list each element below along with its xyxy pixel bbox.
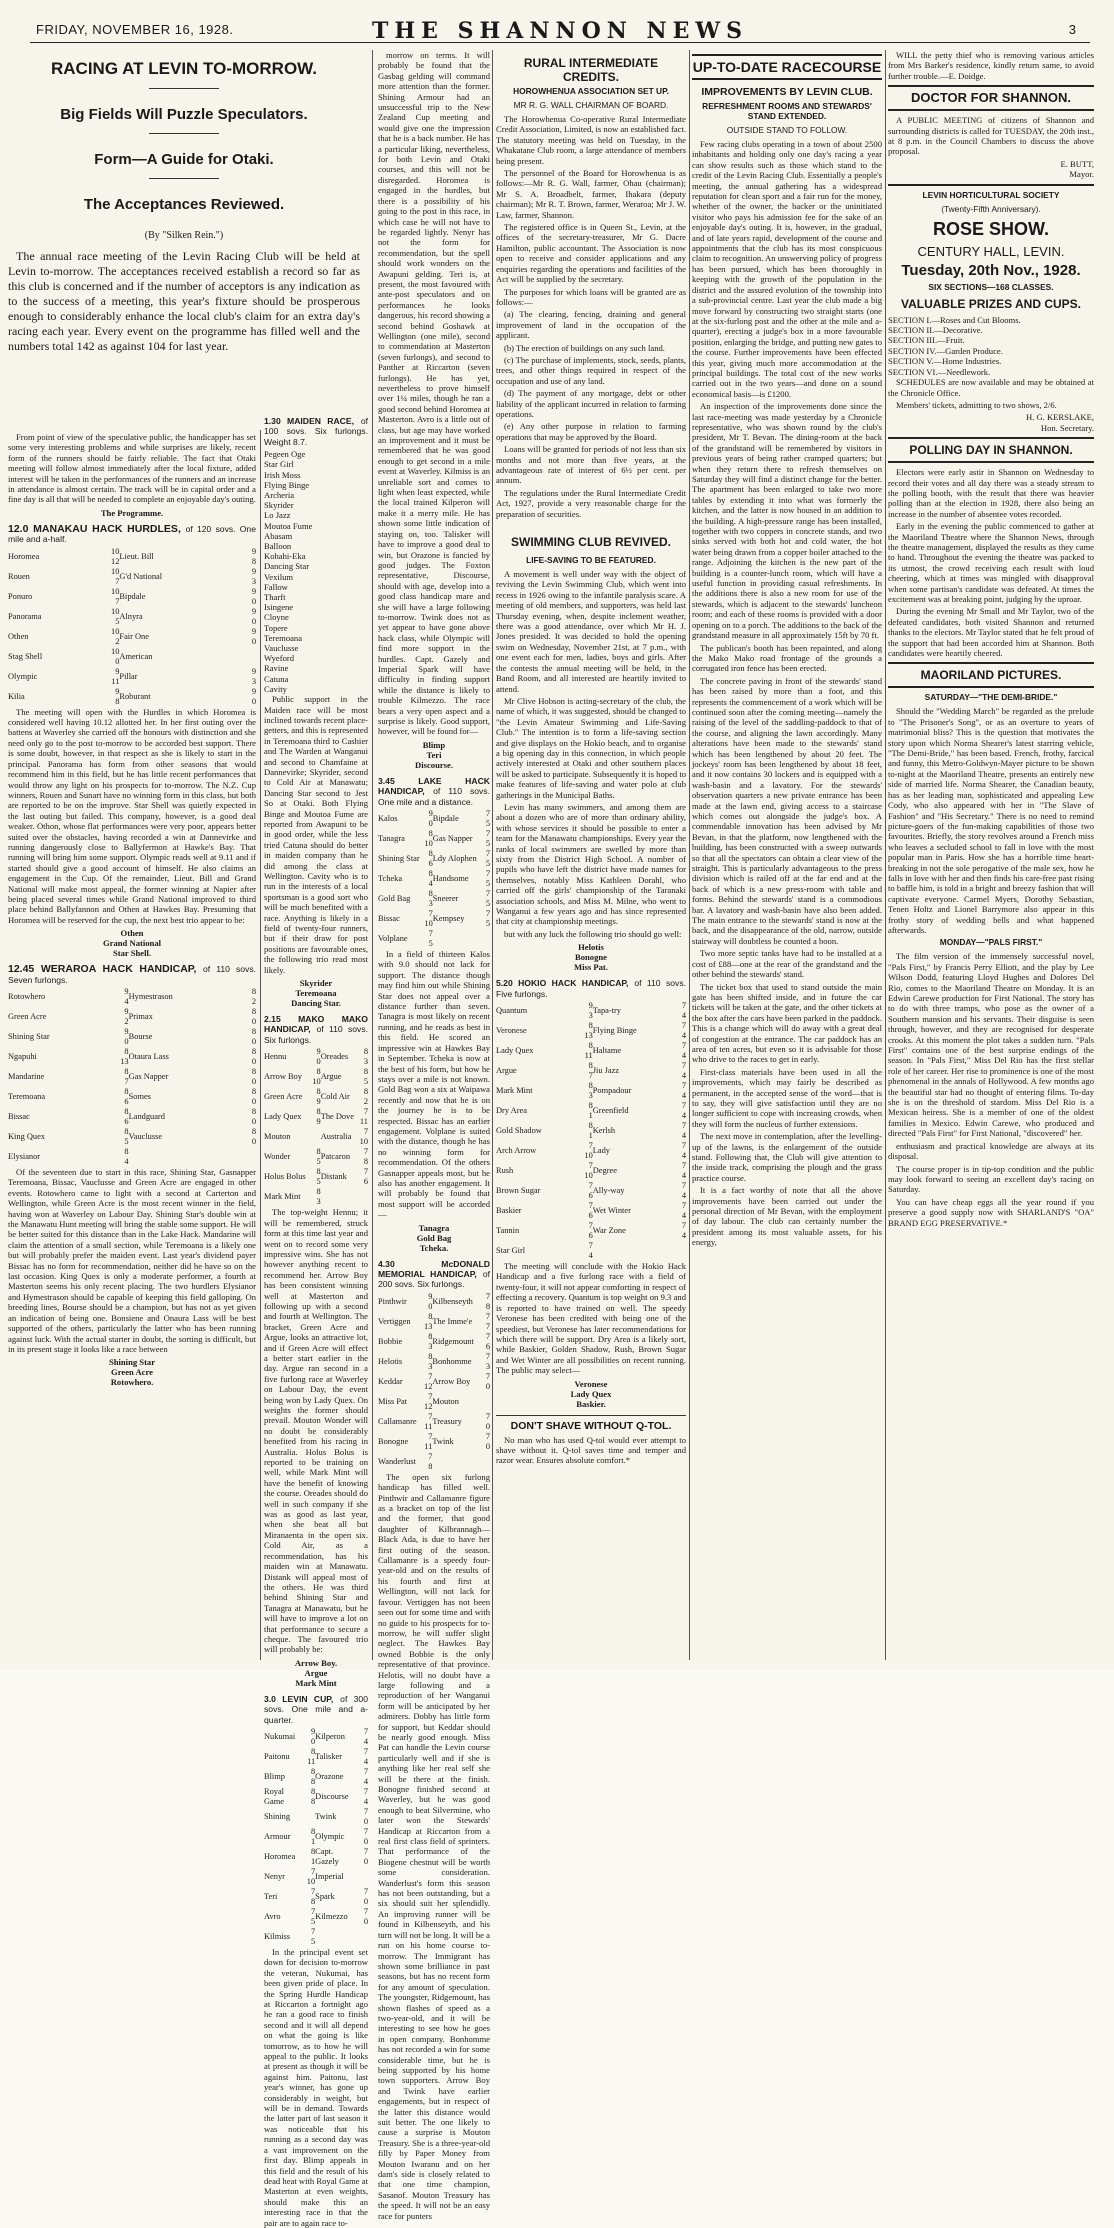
- column-rule: [260, 430, 261, 1660]
- notice-paragraph: WILL the petty thief who is removing various articles from Mrs Barker's residence, kindly return same, to avoid further trouble.—E. Doidge.: [888, 50, 1094, 81]
- runner-name: Pegeen Oge: [264, 449, 306, 460]
- runner-name: Archeria: [264, 490, 295, 501]
- runner-name: Abasam: [264, 530, 293, 541]
- byline: (By "Silken Rein."): [144, 230, 224, 241]
- runner-row: Teremoana 8 6 Somes 8 0: [8, 1087, 256, 1106]
- runner-name: Tharft: [264, 592, 286, 603]
- race-title: 12.45 WERAROA HACK HANDICAP, of 110 sovs. Seven furlongs.: [8, 963, 257, 985]
- runner-row: Stag Shell 10 0 American: [8, 646, 153, 666]
- body-paragraph: Electors were early astir in Shannon on Wednesday to record their votes and all day there was a steady stream to the polling booth, with the result that there was heavier polling than at the election in 1928, there also being an increase in the number of absentee votes recorded.: [888, 467, 1094, 519]
- race-title: 1.30 MAIDEN RACE, of 100 sovs. Six furlongs. Weight 8.7.: [264, 416, 368, 447]
- runner-row: Arch Arrow 7 10 Lady 7 4: [496, 1141, 686, 1161]
- subhead-fields: Big Fields Will Puzzle Speculators.: [60, 106, 308, 123]
- runner-row: Callamanre 7 11 Treasury 7 0: [378, 1411, 490, 1431]
- body-paragraph: A PUBLIC MEETING of citizens of Shannon and surrounding districts is called for TUESDAY, the 20th inst., at 8 p.m. in the Council Chambers to discuss the above proposal.: [888, 115, 1094, 157]
- runner-name: Skyrider: [264, 500, 294, 511]
- body-paragraph: You can have cheap eggs all the year round if you preserve a good supply now with SHARLAND'S "OA" BRAND EGG PRESERVATIVE.*: [888, 1196, 1094, 1228]
- body-paragraph: No man who has used Q-tol would ever attempt to shave without it. Q-tol saves time and temper and razor wear. Ensures absolute comfort.*: [496, 1434, 686, 1466]
- tips-list: Arrow Boy. Argue Mark Mint: [294, 1657, 338, 1688]
- runner-name: Vexilum: [264, 571, 294, 582]
- tips-list: Veronese Lady Quex Baskier.: [570, 1378, 612, 1409]
- runner-row: King Quex 8 5 Vauclusse 8 0: [8, 1127, 256, 1146]
- divider: [149, 178, 219, 179]
- sections-list: [888, 315, 1094, 377]
- runners-table: [378, 1292, 490, 1472]
- signature-title: Mayor.: [1069, 169, 1094, 180]
- runner-row: Miss Pat 7 12 Mouton: [378, 1391, 459, 1411]
- body-paragraph: morrow on terms. It will probably be found that the Gasbag gelding will command more attention than the former. Shining Armour had an unsuccessful trip to the New Zealand Cup meeting and would give one the impression that he is a back number. He has a particular liking, nevertheless, for both Levin and Otaki courses, and this will not be disregarded. Horomea is engaged in the hurdles, but there is a possibility of his going to the post in this race, in which case he will not have to be regarded lightly. Nenyr has not the form for recommendation, but the spell should work wonders on the Awapuni gelding. Teri is, at present, the most favoured with ante-post speculators and on performances he looks dangerous, his record showing a second behind Goshawk at Wellington (one mile), second to commendation at Masterton (seven furlongs), and second to Panther at Riccarton (seven furlongs). He has yet, nevertheless to prove himself over 1¼ miles, though he ran a good second behind Horomea at Masterton. Avro is a little out of class, but age may have worked an improvement and it must be remembered that he was good enough to get second in a mile event at Waverley. Kilmiss is an unreliable sort and comes to light when least expected, while the local trained Kilperon will make it a merry mile. He has shown some little indication of staying on, too. Talisker will have to improve a good deal to win, but Orazone is fancied by good judges. The Foxton representative, Discourse, should with age, develop into a good class handicap mare and she will have a large following to-morrow. Twink does not as yet appear to have gone above hack class, while Olympic will find more support in the hurdles. Capt. Gazely and Imperial Spark will have difficulty in finding support while the distance is likely to trouble Kilmezzo. The race bears a very open aspect and a surprise is likely. Good support, however, will be found for—: [378, 50, 490, 737]
- runner-row: Bissac 7 10 Kempsey 7 5: [378, 909, 490, 929]
- runner-row: Horomea 8 1 Capt. Gazely 7 0: [264, 1846, 368, 1866]
- runner-row: Kilmiss 7 5: [264, 1926, 316, 1946]
- runner-name: Dancing Star: [264, 561, 310, 572]
- runner-row: Bobbie 8 3 Ridgemount 7 6: [378, 1331, 490, 1351]
- runner-row: Olympic 9 11 Pillar 9 3: [8, 666, 256, 686]
- body-paragraph: Levin has many swimmers, and among them are about a dozen who are of more than ordinary ability, with whose services it should be possible to enter a team for the Manawatu championships. Every year the ranks of local swimmers are swelled by more than sixty from the District High School. A number of pupils who have left the district have made names for themselves, notably Miss Kathleen Dorahl, who carried off the girls' championship of the Taranaki association schools, and Miss M. Milne, who went to Wanganui a few years ago and has since represented that city at championship meetings.: [496, 801, 686, 927]
- column-rule: [689, 50, 690, 1660]
- page-number: 3: [1068, 22, 1076, 37]
- runner-row: Gold Shadow 8 1 Kerlsh 7 4: [496, 1121, 686, 1141]
- section-item: SECTION I.—Roses and Cut Blooms.: [888, 314, 1021, 325]
- runner-row: Teri 7 8 Spark 7 0: [264, 1886, 368, 1906]
- body-paragraph: Two more septic tanks have had to be installed at a cost of £88—one at the rear of the grandstand and the other behind the stewards' stand.: [692, 948, 882, 980]
- runner-row: Vertiggen 8 13 The Imme'e 7 7: [378, 1311, 490, 1331]
- headline-credits: RURAL INTERMEDIATE CREDITS.: [523, 56, 659, 84]
- body-paragraph: The ticket box that used to stand outside the main gate has been shifted inside, and in future the car tickets will be taken at the gate, and the other tickets at the box after the cars have been parked in the paddock. This is a change which will do away with a great deal of congestion at the entrance. The car paddock has an area of ten acres, but even so it is advisable for those who drive to the races to get in early.: [692, 981, 882, 1065]
- subhead-acceptances: The Acceptances Reviewed.: [83, 196, 285, 213]
- runner-name: Wyeford: [264, 653, 295, 664]
- body-paragraph: (c) The purchase of implements, stock, seeds, plants, trees, and other things required in respect of the occupation and use of any land.: [496, 354, 686, 386]
- section-label: The Programme.: [100, 507, 164, 518]
- body-paragraph: The meeting will open with the Hurdles in which Horomea is considered well having 10.12 allotted her. In her first outing over the battens at Waverley she carried off the honours with distinction and she need only go to the post to-morrow to be accorded best support. There is some doubt, however, in that respect as she is likely to start in the principal. Panorama has form from other seasons that would recommend him in this field, but he has little recent performances that would throw any light on his prospects for to-morrow. The N.Z. Cup winners, Rouen and Sunart have no winning form in this class, but both are reported to be on the improve. Star Shell was quietly expected in the last outing but failed. This company, however, is a good deal weaker. Othon, whose flat performances were very poor, appears better suited over the obstacles, having recorded a win at Dannevirke and running dangerously close to Ballyfermon at Hawke's Bay. That running will bring him some support. Olympic reads well at 9.11 and if started should give a good account of himself. He also claims an engagement in the Cup. Of the remainder, Lieut. Bill and Grand National will make most appeal, the former winning at Napier after being placed several times while Grand National improved to third place behind Ballyfannon and Othen at Hawkes Bay. Presuming that Horomea will be reserved for the cup, the next best trio appear to be:: [8, 706, 256, 925]
- race-title: 3.45 LAKE HACK HANDICAP, of 110 sovs. One mile and a distance.: [378, 775, 490, 807]
- signature-title: Hon. Secretary.: [1040, 422, 1094, 433]
- runner-name: Vauclusse: [264, 643, 299, 654]
- runner-row: Nenyr 7 10 Imperial: [264, 1866, 344, 1886]
- runner-row: Shining Star 8 6 Ldy Alophen 7 5: [378, 849, 490, 869]
- body-paragraph: The top-weight Hennu; it will be remembered, struck form at this time last year and went on to record some very impressive wins. She has not however anything recent to recommend her. Arrow Boy has been consistent winning well at Masterton and following up with a second and fourth at Wellington. The bracket, Green Acre and Argue, looks an attractive lot, and if Green Acre will effect a better start earlier in the day. Argue ran second in a five furlong race at Waverley on Labour Day, the event being won by Lady Quex. On weights the former should prevail. Mouton Wonder will no doubt be considerably benefited from his racing in Australia. Holus Bolus is reported to be training on well, while Mark Mint will have the benefit of knowing the course. Oreades should do well in such company if she was as good as last year, when she beat all but Miranaenta in the open six. Cold Air, as a recommendation, has his maiden win at Manawatu. Distank will appeal most of the others. He was third behind Shining Star and Tanagra at Manawatu, but he will have to improve a lot on that performance to secure a cheque. The favoured trio will probably be:: [264, 1207, 368, 1655]
- signature: E. BUTT,: [1060, 158, 1094, 169]
- runner-row: Arrow Boy 8 10 Argue 8 5: [264, 1067, 368, 1087]
- signature: H. G. KERSLAKE,: [1025, 412, 1094, 423]
- runner-row: Pinthwir 9 0 Kilbenseyth 7 8: [378, 1291, 490, 1311]
- divider: [149, 88, 219, 89]
- runner-row: Star Girl 7 4: [496, 1241, 593, 1261]
- headline-racing: RACING AT LEVIN TO-MORROW.: [50, 59, 317, 78]
- runner-row: Dry Area 8 1 Greenfield 7 4: [496, 1101, 686, 1121]
- runners-table: [378, 809, 490, 949]
- ad-doctor-heading: DOCTOR FOR SHANNON.: [888, 85, 1094, 111]
- subhead: LIFE-SAVING TO BE FEATURED.: [526, 555, 656, 566]
- runner-row: Ponuro 10 7 Bipdale 9 0: [8, 586, 256, 606]
- runner-row: Kalos 9 0 Bipdale 7 5: [378, 809, 490, 829]
- body-paragraph: A movement is well under way with the object of reviving the Levin Swimming Club, which went into recess in 1926 owing to the infantile paralysis scare. A meeting of old members, and supporters, was held last Thursday evening, when, despite inclement weather, there was a good attendance, over which Mr H. J. Jones presided. It was decided to hold the opening swim on Wednesday, November 21st, at 7 p.m., with one event each for men, ladies, boys and girls. After the contests the annual meeting will be held, in the Band Room, and all interested are heartily invited to attend.: [496, 569, 686, 694]
- tips-list: Shining Star Green Acre Rotowhero.: [108, 1357, 156, 1388]
- body-paragraph: The open six furlong handicap has filled well. Pinthwir and Callamanre figure as a bracket on top of the list and the former, that good daughter of Kilbrannagh—Black Ada, is due to have her first outing of the season. Callamanre is a speedy four-year-old and on the results of his fourth and first at Wellington, will not lack for favour. Vertiggen has not been seen out for some time and with no guide to his prospects for to-morrow, he will suffer slight neglect. The Hawkes Bay owned Bobbie is the only representative of that province. Helotis, will no doubt have a large following and a reproduction of her Wanganui form will be anticipated by her admirers. Dobby has little form for support, but Keddar should be nearly good enough. Miss Pat can handle the Levin course particularly well and if she is anything like her real self she will be there at the finish. Bonogne finished second at Waverley, but he was good enough to beat Silvermine, who later won the Stewards' Handicap at Riccarton from a real first class field of sprinters. That performance of the Biogene chestnut will be worth some consideration. Wanderlust's form this season has not been outstanding, but a six should suit her splendidly. An improving runner will be found in Kilbenseyth, and his turn will not be long. It will be a run on his home course to-morrow. The Immigrant has shown some brilliance in past seasons, but has no recent form for any amount of speculation. The youngster, Ridgemount, has shown flashes of speed as a two-year-old, and it will be interesting to see how he goes in open company. Bonhomme has not recorded a win for some considerable time, but he is being supported by his home town supporters. Arrow Boy and Twink have earlier engagements, but in respect of the latter this distance would suit better. The one likely to cause a surprise is Mouton Treasury. She is a three-year-old filly by Paper Money from Mouton Iwaranu and on her dam's side is closely related to that one time champion, Sasanof. Mouton Treasury has the speed. It will not be an easy race for punters: [378, 1471, 490, 2221]
- tips-list: Blimp Teri Discourse.: [415, 739, 453, 770]
- prizes: VALUABLE PRIZES AND CUPS.: [900, 296, 1081, 311]
- column-rule: [372, 50, 373, 1660]
- body-paragraph: First-class materials have been used in all the improvements, which may fairly be described as permanent, in the accepted sense of the word—that is to say, they will give satisfaction until they are no longer sufficient to cope with increasing crowds, when they will form the nucleus of further extensions.: [692, 1066, 882, 1129]
- runners-list: [264, 449, 368, 694]
- runner-row: Avro 7 5 Kilmezzo 7 0: [264, 1906, 368, 1926]
- subhead: MR R. G. WALL CHAIRMAN OF BOARD.: [513, 100, 669, 110]
- column-1: [8, 432, 256, 1662]
- masthead: [30, 18, 1090, 44]
- race-title: 3.0 LEVIN CUP, of 300 sovs. One mile and a-quarter.: [264, 1693, 368, 1725]
- body-paragraph: In the principal event set down for decision to-morrow the veteran, Nukumai, has been given pride of place. In the Spring Hurdle Handicap at Riccarton a fortnight ago he ran a good race to finish second and it will all depend on what the going is like tomorrow, as to how he will appeal to the public. It looks at present as though it will be against him. Paitonu, last year's winner, has gone up considerably in weight, but will be in demand. Towards the latter part of last season it was noticeable that his running as a second day was a vast improvement on the first day. Blimp appeals in this field and the result of his dead heat with Royal Game at Masterton at even weights, should make this an interesting race in that the pair are to again race to-: [264, 1946, 368, 2228]
- runner-row: Shining Star 9 0 Bourse 8 0: [8, 1027, 256, 1046]
- body-paragraph: From point of view of the speculative public, the handicapper has set some very interesting problems and while surprises are likely, recent form of the runners should be fairly reliable. The fact that Otaki meeting will follow almost immediately after the local fixture, added interest will be taken in the performances of the runners and an increase in attendance is almost certain. The track will be in capital order and a fine day is all that will be needed to complete an enjoyable day's outing.: [8, 432, 256, 505]
- headline-pictures: MAORILAND PICTURES.: [888, 662, 1094, 688]
- runner-row: Lady Quex 8 11 Haltame 7 4: [496, 1041, 686, 1061]
- column-2: [264, 410, 369, 2228]
- section-item: SECTION III.—Fruit.: [888, 335, 965, 346]
- runner-row: Lady Quex 8 9 The Dove 7 11: [264, 1107, 368, 1127]
- runners-table: [8, 547, 256, 707]
- show-date: Tuesday, 20th Nov., 1928.: [901, 261, 1081, 279]
- runner-row: Mark Mint 8 3: [264, 1187, 321, 1207]
- society-name: LEVIN HORTICULTURAL SOCIETY: [922, 189, 1060, 200]
- runner-row: Mouton Australia 7 10: [264, 1127, 368, 1147]
- body-paragraph: Few racing clubs operating in a town of about 2500 inhabitants and holding only one day's racing a year can show results such as those which stand to the credit of the Levin Racing Club. Essentially a people's meeting, the annual gathering has a widespread reputation for clean sport and a fair run for the money, whether of the owner, the backer or the uninitiated visitor who pays his admission fee for the sake of an enjoyable day's outing. It is, however, in the gradual, and of late years rapid, development of the course and appointments that the club has its most conspicuous claim to recognition. An unswerving policy of progress has been pursued, which has been thoroughly in keeping with the growth of the population in the district and the assured evolution of the township into a sub-provincial centre. Last year the club made a big move forward by constructing two straight starts (one at the six-furlong post and the other at the mile and a-quarter), erecting a judge's box in a more favourable position, enlarging the bridge, and putting new gates to the course. Further improvements have been effected this year, giving much more accommodation at the principal buildings. The total cost of the new works carried out in the two years—and done on a sound economical basis—is £1200.: [692, 139, 882, 399]
- rose-show-heading: ROSE SHOW.: [932, 218, 1049, 239]
- runner-name: Lo Jazz: [264, 510, 291, 521]
- body-paragraph: enthusiasm and practical knowledge are always at its disposal.: [888, 1140, 1094, 1162]
- body-paragraph: (e) Any other purpose in relation to farming operations that may be approved by the Board.: [496, 421, 686, 442]
- subhead-form: Form—A Guide for Otaki.: [94, 151, 274, 168]
- section-item: SECTION VI.—Needlework.: [888, 366, 991, 377]
- runner-row: Ngapuhi 8 13 Otaura Lass 8 0: [8, 1047, 256, 1066]
- section-item: SECTION V.—Home Industries.: [888, 356, 1002, 367]
- runner-row: Othen 10 2 Fair One 9 0: [8, 626, 256, 646]
- body-paragraph: Should the "Wedding March" be regarded as the prelude to "The Prisoner's Song", or as an overture to years of matrimonial bliss? This is the question that motivates the story upon which Norma Shearer's latest starring vehicle, "The Demi-Bride," has been based. French, frothy, farcical and funny, this Metro-Goldwyn-Mayer picture to be shown to-night at the Maoriland Theatre, presents an entirely new side of married life. Norma Shearer, the Canadian beauty, has as her leading man, sophisticated and appealing Lew Cody, who also appeared with her in "The Slave of Fashion" and "His Secretary." There is no need to remind picture-goers of the fun-making capabilities of those two favourites. Briefly, the story revolves around a French miss who leaves a secluded school to fall in love with the most popular man in Paris. How she has a horrible time heart-breaking in not the sole perogative of the male sex, how he falls in love with her and then finds his care-free past rising to baffle him, is told in a bright and breezy fashion that will captivate everyone. Carmel Myers, Dorothy Sebastian, Tenen Holtz and Lionel Barrymore also appear in this frothy story of wedding bells and what happened afterwards.: [888, 706, 1094, 935]
- runner-name: Balloon: [264, 541, 292, 552]
- runner-name: Cloyne: [264, 612, 289, 623]
- runner-name: Moutoa Fume: [264, 520, 313, 531]
- body-paragraph: SCHEDULES are now available and may be obtained at the Chronicle Office.: [888, 377, 1094, 398]
- headline-racecourse: UP-TO-DATE RACECOURSE: [692, 54, 882, 80]
- body-paragraph: The regulations under the Rural Intermediate Credit Act, 1927, provide a very reasonable charge for the preparation of securities.: [496, 487, 686, 519]
- column-3: [378, 50, 490, 2221]
- runner-row: Volplane 7 5: [378, 929, 433, 949]
- body-paragraph: It is a fact worthy of note that all the above improvements have been carried out under the personal direction of Mr Bevan, with the employment of day labour. The club can certainly number the president among its most valuable assets, for his energy,: [692, 1185, 882, 1248]
- runners-table: [8, 987, 256, 1167]
- subhead: REFRESHMENT ROOMS AND STEWARDS' STAND EXTENDED.: [702, 101, 872, 121]
- society-anniversary: (Twenty-Fifth Anniversary).: [941, 203, 1041, 214]
- section-item: SECTION IV.—Garden Produce.: [888, 345, 1003, 356]
- subhead: IMPROVEMENTS BY LEVIN CLUB.: [701, 86, 873, 98]
- body-paragraph: The Horowhenua Co-operative Rural Intermediate Credit Association, Limited, is now an established fact. The statutory meeting was held on Tuesday, in the Whakatane Club room, a large attendance of members being present.: [496, 114, 686, 166]
- runner-row: Green Acre 8 9 Cold Air 8 2: [264, 1087, 368, 1107]
- runner-row: Green Acre 9 2 Primax 8 0: [8, 1007, 256, 1026]
- runner-row: Gold Bag 8 3 Sneerer 7 5: [378, 889, 490, 909]
- body-paragraph: (b) The erection of buildings on any such land.: [504, 342, 665, 353]
- body-paragraph: Of the seventeen due to start in this race, Shining Star, Gasnapper Teremoana, Bissac, Vauclusse and Green Acre are engaged in other events. Rotowhero came to light with a second at Carterton and Wellington, while Green Acre is the most recent winner in the field, having won at Waverley on Labour Day. Shining Star's double win at the Manawatu Hunt meeting will bring the stable some support. He will be better suited for this distance than in the Lake Hack. Mandarine will claim the attention of a small section, while Teremoana is a likely one but will probably prefer the maiden event. Last year's dividend payer Bissac has no form for recommendation, neither did he have so on the last occasion. King Quex is only a moderate performer, a fourth at Masterton seems his only recent placing. The two hurdlers Elysianor and Hymestrason should be capable of keeping this field galloping. On breeding lines, Bourse should be a champion, but has not as yet given an indication of being one. Bonsiene and Onaura Lass will be best supported of the others, particularly the latter who has been running against luck. With the actual starter in doubt, the sorting is difficult, but in its present stage it looks like a race between: [8, 1167, 256, 1354]
- runner-row: Veronese 8 13 Flying Binge 7 4: [496, 1021, 686, 1041]
- race-title: 4.30 McDONALD MEMORIAL HANDICAP, of 200 sovs. Six furlongs.: [378, 1258, 490, 1290]
- runner-row: Shining Twink 7 0: [264, 1806, 368, 1826]
- runner-row: Tannin 7 6 War Zone 7 4: [496, 1221, 686, 1241]
- sections-count: SIX SECTIONS—168 CLASSES.: [928, 281, 1054, 292]
- runners-table: [264, 1727, 368, 1947]
- runner-row: Holus Bolus 8 5 Distank 7 6: [264, 1167, 368, 1187]
- body-paragraph: (d) The payment of any mortgage, debt or other liability of the applicant incurred in relation to farming operations.: [496, 388, 686, 419]
- runner-row: Bissac 8 6 Landguard 8 0: [8, 1107, 256, 1126]
- runner-name: Teremoana: [264, 632, 303, 643]
- runner-row: Hennu 9 0 Oreades 8 3: [264, 1047, 368, 1067]
- body-paragraph: Loans will be granted for periods of not less than six months and not more than five years, at the advantageous rate of interest of 6½ per cent. per annum.: [496, 444, 686, 486]
- body-paragraph: The publican's booth has been repainted, and along the Mako Mako road frontage of the grounds a corrugated iron fence has been erected.: [692, 642, 882, 674]
- runner-row: Armour 8 1 Olympic 7 0: [264, 1826, 368, 1846]
- body-paragraph: During the evening Mr Small and Mr Taylor, two of the defeated candidates, both visited Shannon and returned thanks to the electors. Mr Taylor stated that he felt proud of the support that had been accorded him at Shannon. Both candidates were heartily cheered.: [888, 606, 1094, 659]
- subhead: HOROWHENUA ASSOCIATION SET UP.: [513, 86, 669, 96]
- headline-swimming: SWIMMING CLUB REVIVED.: [510, 535, 671, 550]
- subhead: MONDAY—"PALS FIRST.": [939, 937, 1043, 948]
- subhead: OUTSIDE STAND TO FOLLOW.: [726, 125, 848, 135]
- column-rule: [885, 50, 886, 1660]
- body-paragraph: Mr Clive Hobson is acting-secretary of the club, the name of which, it was suggested, should be changed to "the Levin Amateur Swimming and Life-Saving Club." The intention is to form a life-saving section and give displays on the Hokio beach, and to organise a big opening day in this connection, in which people actively interested at Otaki and other southern places will be asked to participate. Subsequently it is hoped to make features of life-saving and water polo at club gatherings in the Municipal Baths.: [496, 695, 686, 800]
- runner-row: Baskier 7 6 Wet Winter 7 4: [496, 1201, 686, 1221]
- runners-table: [264, 1047, 368, 1207]
- column-6: [888, 50, 1094, 1665]
- venue: CENTURY HALL, LEVIN.: [917, 243, 1065, 259]
- body-paragraph: The course proper is in tip-top condition and the public may look forward to seeing an excellent day's racing on Saturday.: [888, 1163, 1094, 1195]
- runner-row: Nukumai 9 0 Kilperon 7 4: [264, 1726, 368, 1746]
- body-paragraph: but with any luck the following trio should go well:: [504, 928, 682, 939]
- body-paragraph: The meeting will conclude with the Hokio Hack Handicap and a five furlong race with a field of twenty-four, it will not appear comforting in respect of effecting a recovery. Quantum is top weight on 9.3 and is reported to have trained on well. The speedy Veronese has been credited with being one of the speediest, but Veronese has later recommendations for which there will be support. Dry Area is a likely sort, while Baskier, Golden Shadow, Rush, Brown Sugar and Wet Winter are all possibilities on recent running. The public may select—: [496, 1261, 686, 1376]
- runner-name: Irish Moss: [264, 469, 301, 480]
- runner-row: Tanagra 8 10 Gas Napper 7 5: [378, 829, 490, 849]
- column-4: [496, 50, 686, 1665]
- runner-row: Argue 8 7 Jiu Jazz 7 4: [496, 1061, 686, 1081]
- runner-row: Rouen 10 7 G'd National 9 3: [8, 566, 256, 586]
- runner-row: Royal Game 8 8 Discourse 7 4: [264, 1786, 368, 1806]
- runner-name: Cavity: [264, 683, 287, 694]
- body-paragraph: An inspection of the improvements done since the last race-meeting was made yesterday by a Chronicle representative, who was shown round by the club's president, Mr T. Bevan. The dining-room at the back of the grandstand will be remembered by visitors in previous years of being rather cramped quarters; but when they return there to refresh themselves on Saturday they will find a distinct change for the better. The apartment has been enlarged to take two more tables by extending it into what was formerly the kitchen, and the latter is now housed in an addition to the building. A high-pressure range has been installed, together with two coppers in concrete stands, and two sinks served with both hot and cold water, the hot water being drawn from a copper boiler attached to the range. Adjoining the kitchen is the new part of the building is a counter-lunch room, which will have a useful function in providing casual refreshments. In the additions there is also a new room for use of the stewards, which is adjacent to the stewards' luncheon room; and each of these rooms is provided with a door opening on to a porch. The additions to the back of the grandstand measure in all approximately 15ft by 70 ft.: [692, 401, 882, 641]
- newspaper-title: THE SHANNON NEWS: [372, 18, 748, 44]
- runner-row: Rotowhero 9 4 Hymestrason 8 2: [8, 987, 256, 1006]
- runner-row: Tcheka 8 4 Handsome 7 5: [378, 869, 490, 889]
- runner-name: Flying Binge: [264, 479, 310, 490]
- body-paragraph: Early in the evening the public commenced to gather at the Maoriland Theatre where the Shannon News, through the theatre management, displayed the results as they came to hand. Throughout the evening the theatre was packed to its utmost, the crowd receiving each result with loud cheering, which at times was mingled with disapproval when some partisan's candidate was defeated. At times the excitement was at breaking point, judging by the uproar.: [888, 521, 1094, 604]
- runner-row: Panorama 10 5 Alnyra 9 0: [8, 606, 256, 626]
- lead-intro: The annual race meeting of the Levin Racing Club will be held at Levin to-morrow. The acceptances received establish a record so far as this club is concerned and if the number of acceptors is any indication as to the success of a meeting, this year's fixture should be prosperous enough to considerably enhance the local club's claim for an extra day's racing each year. Every event on the programme has filled well and the numbers total 142 as against 104 for last year.: [8, 249, 360, 354]
- runner-name: Star Girl: [264, 459, 294, 470]
- body-paragraph: The purposes for which loans will be granted are as follows:—: [496, 286, 686, 307]
- runner-row: Rush 7 10 Degree 7 4: [496, 1161, 686, 1181]
- headline-qtol: DON'T SHAVE WITHOUT Q-TOL.: [496, 1415, 686, 1433]
- runner-row: Brown Sugar 7 6 Ally-way 7 4: [496, 1181, 686, 1201]
- runner-row: Wonder 8 5 Patcaron 7 8: [264, 1147, 368, 1167]
- runner-row: Keddar 7 12 Arrow Boy 7 0: [378, 1371, 490, 1391]
- runner-name: Kohahi-Eka: [264, 551, 306, 562]
- body-paragraph: The next move in contemplation, after the levelling-up of the lawns, is the enlargement of the outside stand. Following that, the Club will give attention to the inside track, comprising the plough and the grass practice course.: [692, 1131, 882, 1183]
- runner-row: Paitonu 8 11 Talisker 7 4: [264, 1746, 368, 1766]
- subhead: SATURDAY—"THE DEMI-BRIDE.": [924, 692, 1058, 703]
- tips-list: Othen Grand National Star Shell.: [102, 928, 162, 959]
- runner-row: Wanderlust 7 8: [378, 1451, 433, 1471]
- runner-row: Helotis 8 3 Bonhomme 7 3: [378, 1351, 490, 1371]
- lead-article-header: [8, 50, 360, 430]
- race-title: 5.20 HOKIO HACK HANDICAP, of 110 sovs. Five furlongs.: [496, 978, 687, 999]
- body-paragraph: Public support in the Maiden race will be most inclined towards recent place-getters, and this is represented in Teremoana third to Cashier and The Warden at Wanganui and second to Chamfaine at Dannevirke; Skyrider, second to Cold Air at Manawatu; Dancing Star second to Jest So at Otaki. Both Flying Binge and Moutoa Fume are reported from Awapuni to be in good order, while the less tried Catuna should do better in maiden company than he did among the class at Wellington. Cavity who is to run in the interests of a local sportsman is a good sort who will be much benefited with a race. Anything is likely in a field of twenty-four runners, but if their draw for post positions are favourable ones, the following trio read most likely.: [264, 694, 368, 975]
- headline-polling: POLLING DAY IN SHANNON.: [888, 437, 1094, 463]
- body-paragraph: (a) The clearing, fencing, draining and general improvement of land in the occupation of the applicant.: [496, 309, 686, 341]
- runner-row: Elysianor 8 4: [8, 1147, 129, 1166]
- tips-list: Tanagra Gold Bag Tcheka.: [416, 1222, 452, 1253]
- race-title: 12.0 MANAKAU HACK HURDLES, of 120 sovs. One mile and a-half.: [8, 522, 256, 545]
- section-item: SECTION II.—Decorative.: [888, 325, 983, 336]
- runner-name: Isingene: [264, 602, 294, 613]
- body-paragraph: Members' tickets, admitting to two shows, 2/6.: [896, 399, 1057, 410]
- runner-name: Topere: [264, 622, 288, 633]
- runner-row: Blimp 8 8 Orazone 7 4: [264, 1766, 368, 1786]
- body-paragraph: The film version of the immensely successful novel, "Pals First," by Francis Perry Elliott, and the play by Lee Wilson Dodd, featuring Lloyd Hughes and Dolores Del Rio, comes to the Maoriland Theatre on Monday. It is an Edwin Carewe production for First National. The story has to do with three tramps, who pose as the owner of a Southern mansion and his servants. Their disguise is seen through, however, and they are recognised for desperate crooks. At this moment the plot takes a sudden turn. "Pals First" contains one of the best surprise endings of the season. In "Pals First," Miss Del Rio has the first stellar role of her career. Her rise to prominence is one of the most phenomenal in the annals of Hollywood. A few months ago the beautiful star had no thought of entering films. To-day she is on the threshold of stardom. Miss Del Rio is a Mexican heiress. She is a member of one of the oldest families in Mexico. Edwin Carewe, who produced and directed "Pals First" for First National, "discovered" her.: [888, 951, 1094, 1139]
- tips-list: Helotis Bonogne Miss Pat.: [574, 942, 608, 973]
- runner-row: Mark Mint 8 3 Pompadour 7 4: [496, 1081, 686, 1101]
- runner-row: Kilia 9 8 Roburant 9 0: [8, 686, 256, 706]
- column-rule: [492, 50, 493, 1660]
- runner-name: Ravine: [264, 663, 289, 674]
- tips-list: Skyrider Teremoana Dancing Star.: [291, 978, 341, 1009]
- runner-row: Bonogne 7 11 Twink 7 0: [378, 1431, 490, 1451]
- issue-date: FRIDAY, NOVEMBER 16, 1928.: [36, 22, 234, 37]
- body-paragraph: The personnel of the Board for Horowhenua is as follows:—Mr R. G. Wall, farmer, Ohau (chairman); Mr S. A. Broadbelt, farmer, Ihakara (deputy chairman); Mr R. T. Brown, farmer, Weraroa; Mr J. W. Law, farmer, Shannon.: [496, 168, 686, 220]
- runners-table: [496, 1001, 686, 1261]
- runner-row: Quantum 9 3 Tapa-try 7 4: [496, 1001, 686, 1021]
- race-title: 2.15 MAKO MAKO HANDICAP, of 110 sovs. Six furlongs.: [264, 1014, 369, 1045]
- body-paragraph: The registered office is in Queen St., Levin, at the offices of the secretary-treasurer, Mr G. Dacre Hamilton, public accountant. The Association is now open to receive and consider applications and any enquiries regarding the operations and facilities of the Act will be supplied by the secretary.: [496, 222, 686, 285]
- body-paragraph: The concrete paving in front of the stewards' stand has been raised by more than a foot, and this represents the commencement of a work which will be continued soon after the coming meeting—namely the raising of the level of the saddling-paddock to that of the course, and aligning the lawn accordingly. Many alterations have been made to the stewards' stand which has been lengthened by about 20 feet. The jockeys' room has been lengthened by about 18 feet, and it now contains 30 lockers and is equipped with a wash-basin and a lavatory. For the stewards' observation quarters a new private entrance has been made at the lawn end, giving access to a staircase which comes out alongside the judge's box. A commendable innovation has been advised by Mr Bevan, in that the platform, now lengthened with the building, has been constructed with a sweep outwards so that all the spectators can obtain a clear view of the straight. This is particularly advantageous to the press division which is railed off at the far end and at the back of which is a new press-room with table and forms. Behind the stewards' stand is a commodious bar. A lavatory and wash-basin have also been added. The main entrance to the stewards' stand is now at the back, and the disappearance of the old, narrow, outside stairway will doubtless be counted a boon.: [692, 675, 882, 946]
- runner-name: Catuna: [264, 673, 289, 684]
- runner-row: Horomea 10 12 Lieut. Bill 9 8: [8, 546, 256, 566]
- runner-name: Fallow: [264, 581, 288, 592]
- column-5: [692, 50, 882, 1665]
- body-paragraph: In a field of thirteen Kalos with 9.0 should not lack for support. The distance though may find him out while Shining Star does not appeal over a distance further than seven. Tanagra is most likely on recent running, and he reads as best in this field. He scored an impressive win at Hawkes Bay in September. Tcheka is now at the best of his form, but how he stays over a mile is not known. Gold Bag won a six at Waipawa recently and now that he is on the journey he is to be respected. Bissac has an earlier engagement. Volplane is suited with the distance, though he has no winning form for recommendation. Of the others Gasnapper appeals most, but he also has another engagement. It will probably be found that most support will be accorded—: [378, 949, 490, 1220]
- divider: [149, 133, 219, 134]
- runner-row: Mandarine 8 7 Gas Napper 8 0: [8, 1067, 256, 1086]
